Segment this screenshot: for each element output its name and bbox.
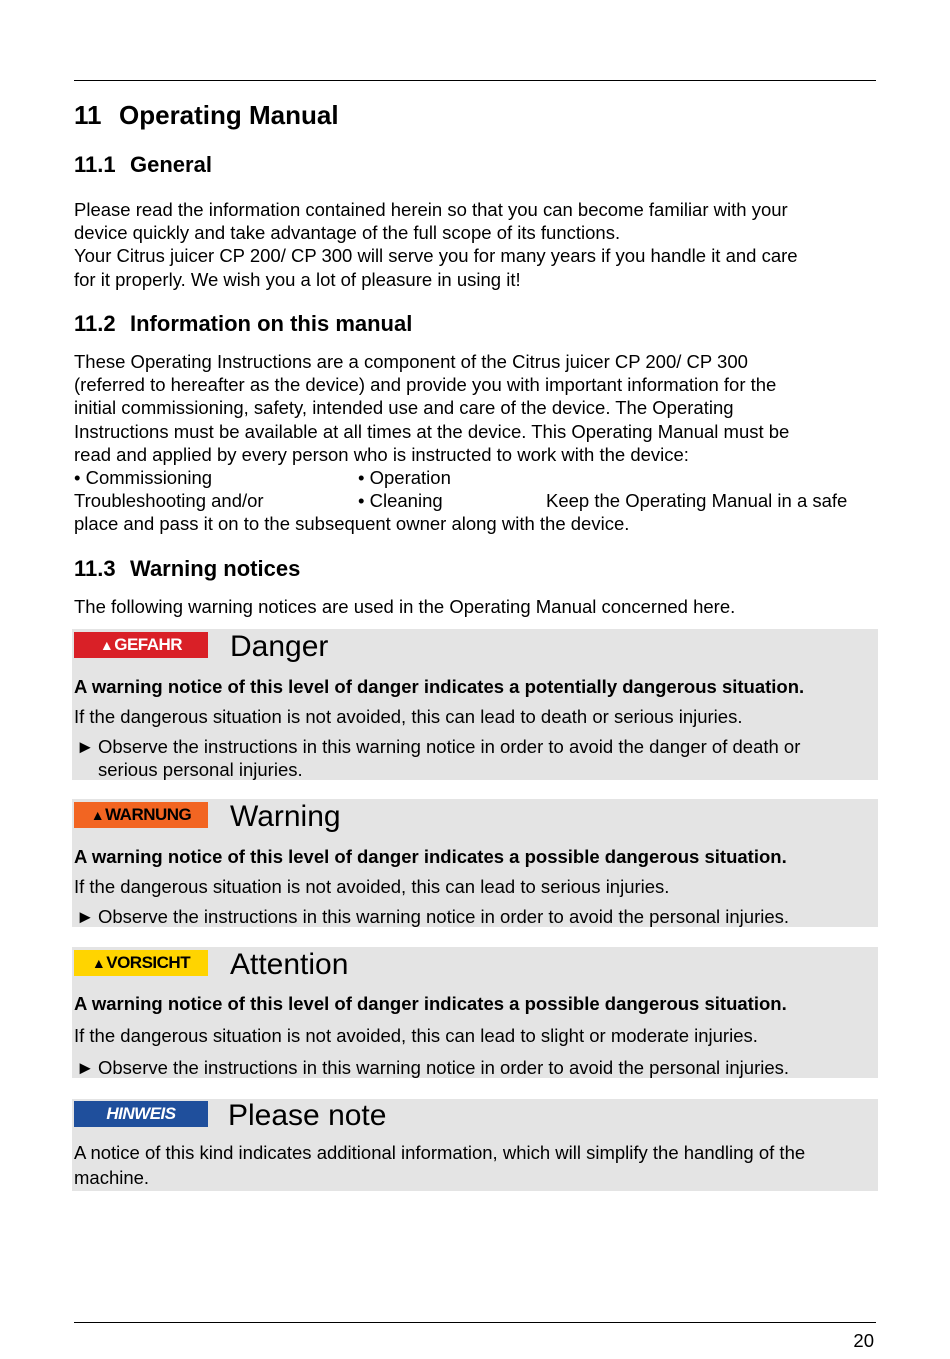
notice-title: Attention [230, 948, 349, 981]
warning-triangle-icon: ▲ [90, 807, 105, 823]
text-line: These Operating Instructions are a component of the Citrus juicer CP 200/ CP 300 [74, 351, 748, 372]
instruction-line: Observe the instructions in this warning notice in order to avoid the personal injuries. [98, 1057, 790, 1078]
badge-label: GEFAHR [114, 635, 183, 654]
notice-title: Please note [228, 1099, 387, 1132]
bullet-item-commissioning: • Commissioning [74, 467, 213, 489]
badge-label: VORSICHT [106, 953, 191, 972]
notice-bold-text: A warning notice of this level of danger indicates a possible dangerous situation. [74, 846, 787, 867]
warning-triangle-icon: ▲ [99, 637, 114, 653]
section-title: Warning notices [130, 556, 301, 581]
instruction-line: Observe the instructions in this warning notice in order to avoid the danger of death or [98, 736, 801, 757]
bullet-row [74, 489, 874, 512]
notice-bold-text: A warning notice of this level of danger indicates a possible dangerous situation. [74, 993, 787, 1014]
chapter-number: 11 [74, 100, 102, 130]
header-rule [74, 80, 876, 81]
note-notice [72, 1099, 878, 1191]
arrow-right-icon: ► [76, 906, 95, 927]
instruction-line: serious personal injuries. [98, 759, 303, 780]
notice-text: A notice of this kind indicates additional information, which will simplify the handling of the [74, 1142, 806, 1163]
notice-text: If the dangerous situation is not avoided, this can lead to death or serious injuries. [74, 706, 743, 727]
text-line: for it properly. We wish you a lot of pleasure in using it! [74, 268, 521, 290]
footer-rule [74, 1322, 876, 1323]
text-line: Instructions must be available at all times at the device. This Operating Manual must be [74, 420, 790, 442]
notice-text: If the dangerous situation is not avoided, this can lead to serious injuries. [74, 876, 670, 897]
section-title: Information on this manual [130, 311, 413, 336]
danger-notice [72, 629, 878, 780]
general-paragraph [74, 198, 874, 291]
notice-instruction [74, 735, 898, 781]
notice-text: If the dangerous situation is not avoided, this can lead to slight or moderate injuries. [74, 1025, 758, 1046]
warning-badge [74, 802, 208, 828]
note-badge: HINWEIS [74, 1101, 208, 1127]
section-number: 11.3 [74, 556, 116, 581]
text-line: read and applied by every person who is instructed to work with the device: [74, 443, 689, 465]
instruction-line: Observe the instructions in this warning notice in order to avoid the personal injuries. [98, 906, 790, 927]
section-number: 11.1 [74, 152, 116, 177]
arrow-right-icon: ► [76, 736, 95, 757]
bullet-row [74, 466, 874, 489]
badge-label: WARNUNG [105, 805, 192, 824]
text-line: Your Citrus juicer CP 200/ CP 300 will serve you for many years if you handle it and care [74, 245, 798, 267]
keep-manual-text: Keep the Operating Manual in a safe [546, 490, 848, 512]
text-line: Please read the information contained herein so that you can become familiar with your [74, 199, 788, 220]
section-number: 11.2 [74, 311, 116, 336]
warning-triangle-icon: ▲ [91, 955, 106, 971]
arrow-right-icon: ► [76, 1057, 95, 1078]
notice-bold-text: A warning notice of this level of danger indicates a potentially dangerous situation. [74, 676, 805, 697]
bullet-item-operation: • Operation [358, 467, 451, 489]
section-heading-general [74, 152, 212, 178]
notice-title: Warning [230, 800, 341, 833]
notice-instruction [74, 1056, 898, 1079]
section-title: General [130, 152, 212, 177]
danger-badge [74, 632, 208, 658]
bullet-item-cleaning: • Cleaning [358, 490, 443, 512]
warnings-intro: The following warning notices are used in the Operating Manual concerned here. [74, 596, 736, 617]
information-paragraph [74, 350, 874, 536]
page-number: 20 [853, 1330, 874, 1351]
section-heading-information [74, 311, 412, 337]
attention-notice [72, 947, 878, 1078]
notice-title: Danger [230, 630, 329, 663]
notice-instruction [74, 905, 898, 928]
text-line: initial commissioning, safety, intended use and care of the device. The Operating [74, 397, 734, 419]
bullet-item-troubleshooting: Troubleshooting and/or [74, 490, 264, 512]
text-line: place and pass it on to the subsequent owner along with the device. [74, 513, 630, 535]
text-line: device quickly and take advantage of the full scope of its functions. [74, 222, 621, 244]
text-line: (referred to hereafter as the device) and provide you with important information for the [74, 374, 777, 396]
caution-badge [74, 950, 208, 976]
notice-text: machine. [74, 1167, 150, 1188]
section-heading-warnings [74, 556, 300, 582]
chapter-title: Operating Manual [119, 100, 339, 130]
chapter-heading [74, 100, 339, 131]
warning-notice [72, 799, 878, 927]
